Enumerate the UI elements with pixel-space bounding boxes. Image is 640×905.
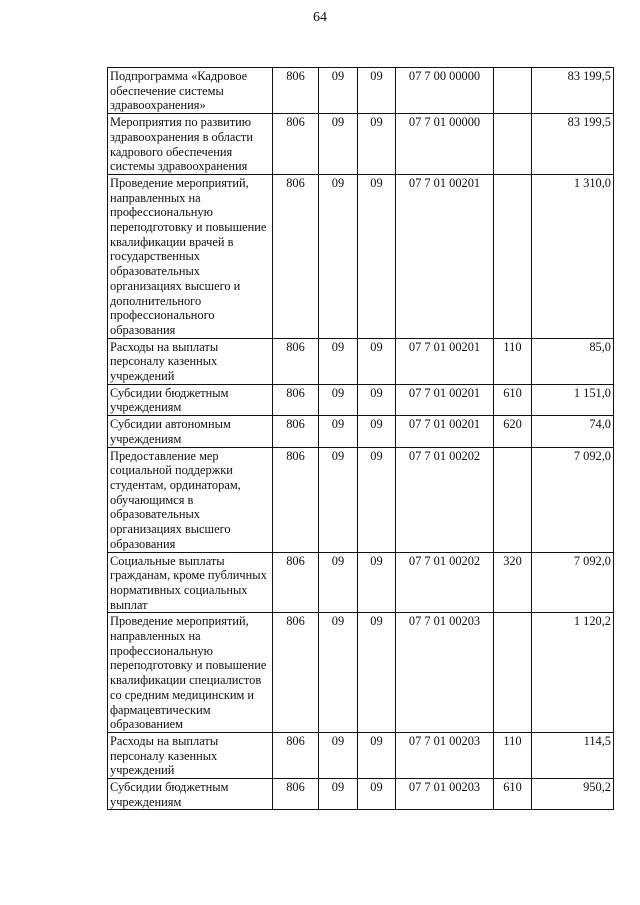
ministry-code-cell: 806 [273, 114, 319, 175]
section-code-cell: 09 [319, 384, 358, 415]
ministry-code-cell: 806 [273, 174, 319, 338]
expense-type-cell [494, 68, 532, 114]
amount-cell: 950,2 [532, 779, 614, 810]
expense-name-cell: Расходы на выплаты персоналу казенных учреждений [108, 338, 273, 384]
subsection-code-cell: 09 [358, 174, 396, 338]
ministry-code-cell: 806 [273, 416, 319, 447]
subsection-code-cell: 09 [358, 447, 396, 552]
amount-cell: 1 120,2 [532, 613, 614, 733]
section-code-cell: 09 [319, 447, 358, 552]
expense-name-cell: Проведение мероприятий, направленных на профессиональную переподготовку и повышение квалификации специалистов со средним медицинским и фармацевтическим образованием [108, 613, 273, 733]
amount-cell: 83 199,5 [532, 114, 614, 175]
ministry-code-cell: 806 [273, 552, 319, 613]
table-row [108, 338, 614, 384]
expense-type-cell [494, 114, 532, 175]
table-row [108, 68, 614, 114]
target-article-cell: 07 7 01 00201 [396, 174, 494, 338]
expense-type-cell: 110 [494, 732, 532, 778]
subsection-code-cell: 09 [358, 384, 396, 415]
expense-name-cell: Субсидии бюджетным учреждениям [108, 384, 273, 415]
ministry-code-cell: 806 [273, 338, 319, 384]
amount-cell: 74,0 [532, 416, 614, 447]
ministry-code-cell: 806 [273, 732, 319, 778]
target-article-cell: 07 7 01 00201 [396, 338, 494, 384]
subsection-code-cell: 09 [358, 732, 396, 778]
target-article-cell: 07 7 01 00000 [396, 114, 494, 175]
subsection-code-cell: 09 [358, 613, 396, 733]
subsection-code-cell: 09 [358, 416, 396, 447]
expense-type-cell: 110 [494, 338, 532, 384]
expense-type-cell [494, 613, 532, 733]
section-code-cell: 09 [319, 174, 358, 338]
target-article-cell: 07 7 00 00000 [396, 68, 494, 114]
section-code-cell: 09 [319, 68, 358, 114]
table-row [108, 552, 614, 613]
table-row [108, 447, 614, 552]
table-body [108, 68, 614, 810]
expense-type-cell: 610 [494, 384, 532, 415]
amount-cell: 83 199,5 [532, 68, 614, 114]
section-code-cell: 09 [319, 552, 358, 613]
ministry-code-cell: 806 [273, 384, 319, 415]
section-code-cell: 09 [319, 613, 358, 733]
target-article-cell: 07 7 01 00203 [396, 732, 494, 778]
subsection-code-cell: 09 [358, 779, 396, 810]
section-code-cell: 09 [319, 732, 358, 778]
expense-name-cell: Расходы на выплаты персоналу казенных учреждений [108, 732, 273, 778]
amount-cell: 114,5 [532, 732, 614, 778]
expense-name-cell: Социальные выплаты гражданам, кроме публичных нормативных социальных выплат [108, 552, 273, 613]
target-article-cell: 07 7 01 00201 [396, 416, 494, 447]
target-article-cell: 07 7 01 00202 [396, 447, 494, 552]
ministry-code-cell: 806 [273, 779, 319, 810]
table-row [108, 416, 614, 447]
expense-type-cell: 620 [494, 416, 532, 447]
expense-name-cell: Подпрограмма «Кадровое обеспечение системы здравоохранения» [108, 68, 273, 114]
amount-cell: 1 310,0 [532, 174, 614, 338]
section-code-cell: 09 [319, 338, 358, 384]
section-code-cell: 09 [319, 114, 358, 175]
amount-cell: 1 151,0 [532, 384, 614, 415]
ministry-code-cell: 806 [273, 68, 319, 114]
table-row [108, 732, 614, 778]
target-article-cell: 07 7 01 00203 [396, 779, 494, 810]
table-row [108, 114, 614, 175]
subsection-code-cell: 09 [358, 68, 396, 114]
subsection-code-cell: 09 [358, 338, 396, 384]
table-row [108, 779, 614, 810]
expense-name-cell: Мероприятия по развитию здравоохранения в области кадрового обеспечения системы здравоохранения [108, 114, 273, 175]
amount-cell: 85,0 [532, 338, 614, 384]
subsection-code-cell: 09 [358, 552, 396, 613]
amount-cell: 7 092,0 [532, 447, 614, 552]
ministry-code-cell: 806 [273, 613, 319, 733]
expense-type-cell [494, 174, 532, 338]
amount-cell: 7 092,0 [532, 552, 614, 613]
target-article-cell: 07 7 01 00203 [396, 613, 494, 733]
expense-type-cell: 610 [494, 779, 532, 810]
ministry-code-cell: 806 [273, 447, 319, 552]
table-row [108, 384, 614, 415]
expense-name-cell: Предоставление мер социальной поддержки студентам, ординаторам, обучающимся в образовательных организациях высшего образования [108, 447, 273, 552]
expense-name-cell: Субсидии бюджетным учреждениям [108, 779, 273, 810]
table-row [108, 613, 614, 733]
page-number: 64 [313, 10, 327, 25]
table-row [108, 174, 614, 338]
target-article-cell: 07 7 01 00202 [396, 552, 494, 613]
expense-name-cell: Проведение мероприятий, направленных на профессиональную переподготовку и повышение квалификации врачей в государственных образовательных организациях высшего и дополнительного профессионального образования [108, 174, 273, 338]
section-code-cell: 09 [319, 416, 358, 447]
budget-table [107, 67, 614, 810]
target-article-cell: 07 7 01 00201 [396, 384, 494, 415]
expense-type-cell: 320 [494, 552, 532, 613]
expense-name-cell: Субсидии автономным учреждениям [108, 416, 273, 447]
expense-type-cell [494, 447, 532, 552]
section-code-cell: 09 [319, 779, 358, 810]
subsection-code-cell: 09 [358, 114, 396, 175]
